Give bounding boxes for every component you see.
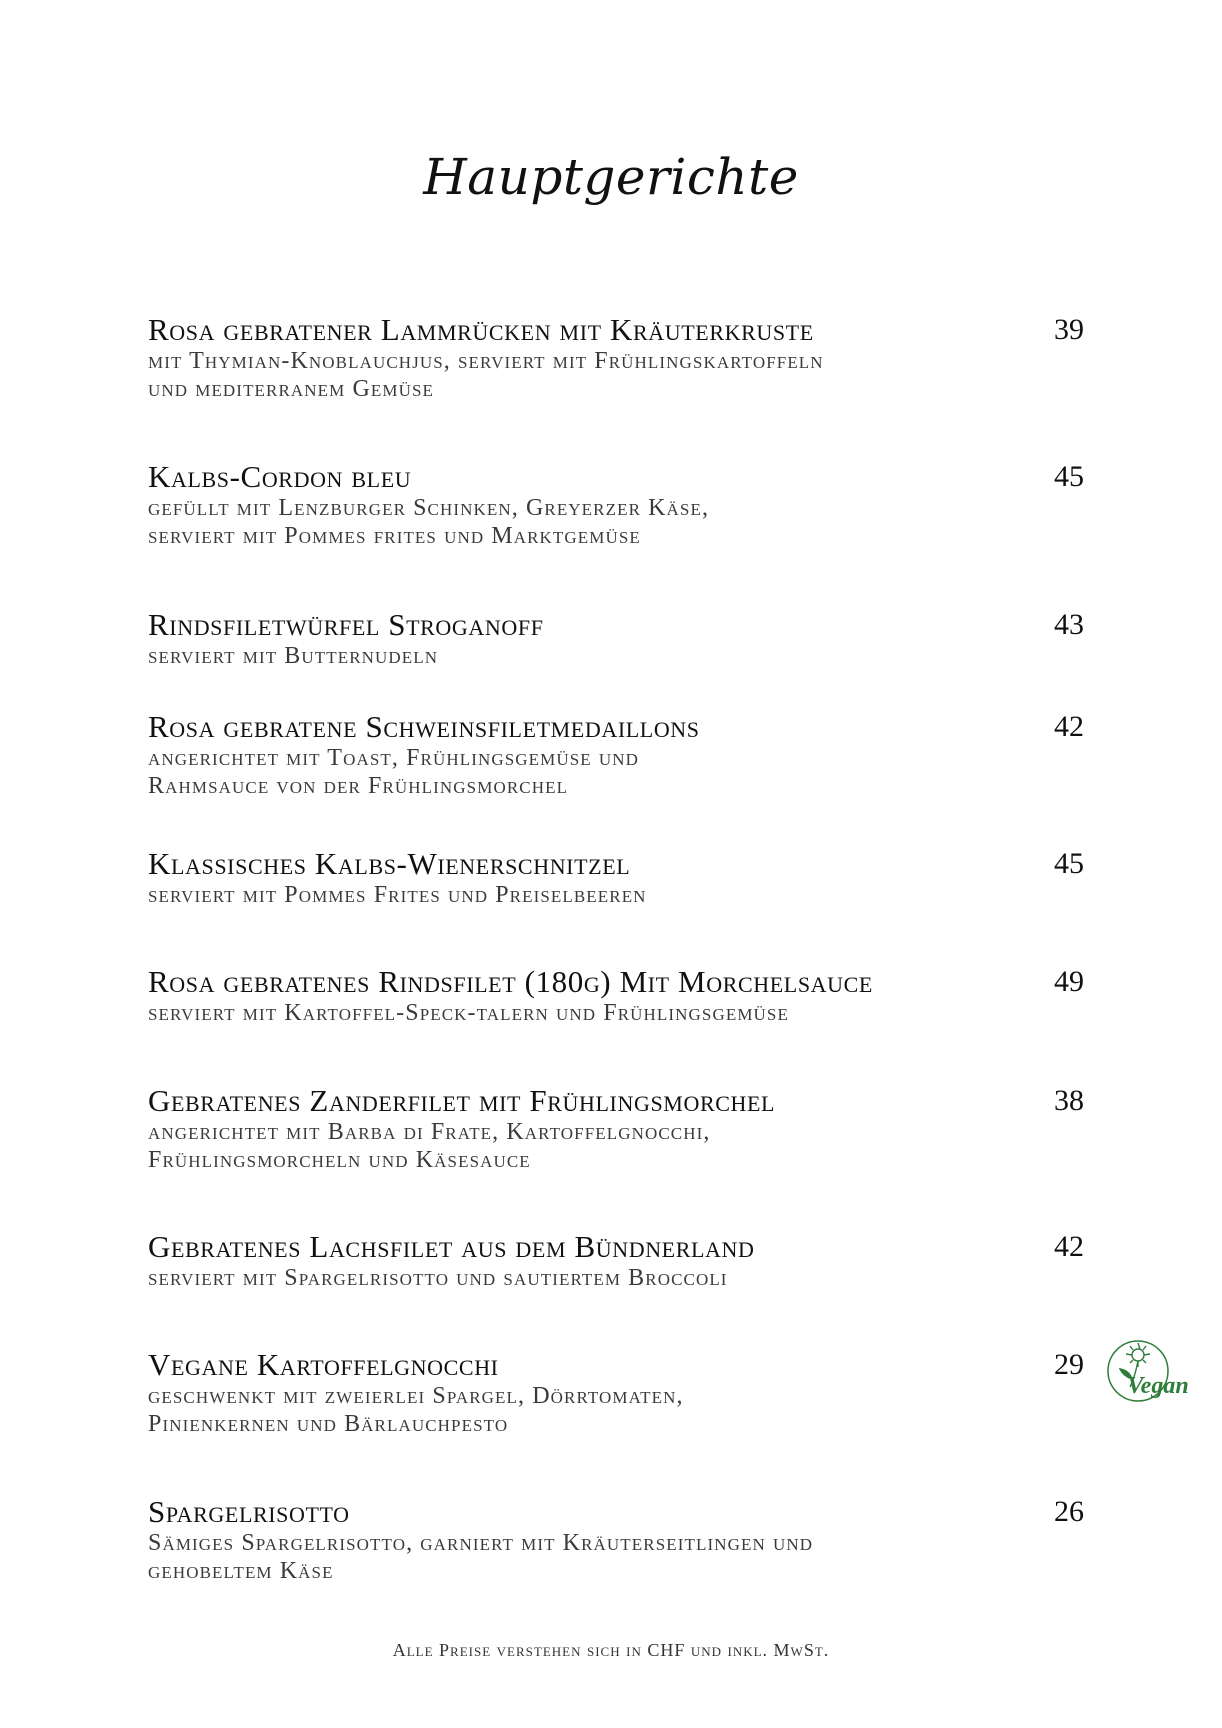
dish-description: serviert mit Kartoffel-Speck-talern und Frühlingsgemüse	[148, 1000, 789, 1026]
menu-item	[148, 1347, 1084, 1438]
dish-name: Rosa gebratene Schweinsfiletmedaillons	[148, 709, 700, 744]
dish-description: angerichtet mit Barba di Frate, Kartoffelgnocchi,	[148, 1119, 711, 1145]
menu-item	[148, 846, 1084, 909]
dish-name: Vegane Kartoffelgnocchi	[148, 1347, 499, 1382]
vegan-label-icon	[1100, 1335, 1196, 1415]
dish-name: Rosa gebratener Lammrücken mit Kräuterkruste	[148, 312, 814, 347]
dish-description: mit Thymian-Knoblauchjus, serviert mit Frühlingskartoffeln	[148, 348, 824, 374]
dish-price: 45	[1054, 847, 1084, 880]
menu-item	[148, 312, 1084, 403]
dish-name: Rosa gebratenes Rindsfilet (180g) Mit Morchelsauce	[148, 964, 873, 999]
vegan-label-text: Vegan	[1127, 1373, 1189, 1399]
dish-price: 38	[1054, 1084, 1084, 1117]
dish-name: Kalbs-Cordon bleu	[148, 459, 412, 494]
menu-item	[148, 1494, 1084, 1585]
dish-price: 42	[1054, 1230, 1084, 1263]
menu-item	[148, 709, 1084, 800]
dish-price: 26	[1054, 1495, 1084, 1528]
menu-item	[148, 964, 1084, 1027]
menu-item	[148, 459, 1084, 550]
dish-description: Sämiges Spargelrisotto, garniert mit Kräuterseitlingen und	[148, 1530, 814, 1556]
menu-item	[148, 607, 1084, 670]
menu-item	[148, 1083, 1084, 1174]
dish-price: 42	[1054, 710, 1084, 743]
dish-name: Rindsfiletwürfel Stroganoff	[148, 607, 544, 642]
dish-description: Frühlingsmorcheln und Käsesauce	[148, 1147, 531, 1173]
dish-description: gehobeltem Käse	[148, 1558, 334, 1584]
dish-description: Pinienkernen und Bärlauchpesto	[148, 1411, 509, 1437]
dish-description: serviert mit Butternudeln	[148, 643, 439, 669]
menu-item	[148, 1229, 1084, 1292]
dish-price: 39	[1054, 313, 1084, 346]
dish-description: geschwenkt mit zweierlei Spargel, Dörrtomaten,	[148, 1383, 684, 1409]
dish-price: 45	[1054, 460, 1084, 493]
dish-description: serviert mit Pommes frites und Marktgemüse	[148, 523, 641, 549]
dish-description: und mediterranem Gemüse	[148, 376, 435, 402]
dish-name: Spargelrisotto	[148, 1494, 350, 1529]
price-note: Alle Preise verstehen sich in CHF und inkl. MwSt.	[392, 1640, 830, 1660]
dish-price: 29	[1054, 1348, 1084, 1381]
dish-description: serviert mit Pommes Frites und Preiselbeeren	[148, 882, 647, 908]
dish-description: serviert mit Spargelrisotto und sautiertem Broccoli	[148, 1265, 728, 1291]
dish-name: Klassisches Kalbs-Wienerschnitzel	[148, 846, 631, 881]
dish-name: Gebratenes Lachsfilet aus dem Bündnerland	[148, 1229, 755, 1264]
page-title: Hauptgerichte	[423, 148, 799, 206]
dish-description: angerichtet mit Toast, Frühlingsgemüse und	[148, 745, 639, 771]
dish-price: 43	[1054, 608, 1084, 641]
dish-description: gefüllt mit Lenzburger Schinken, Greyerzer Käse,	[148, 495, 710, 521]
dish-name: Gebratenes Zanderfilet mit Frühlingsmorchel	[148, 1083, 776, 1118]
dish-price: 49	[1054, 965, 1084, 998]
dish-description: Rahmsauce von der Frühlingsmorchel	[148, 773, 569, 799]
